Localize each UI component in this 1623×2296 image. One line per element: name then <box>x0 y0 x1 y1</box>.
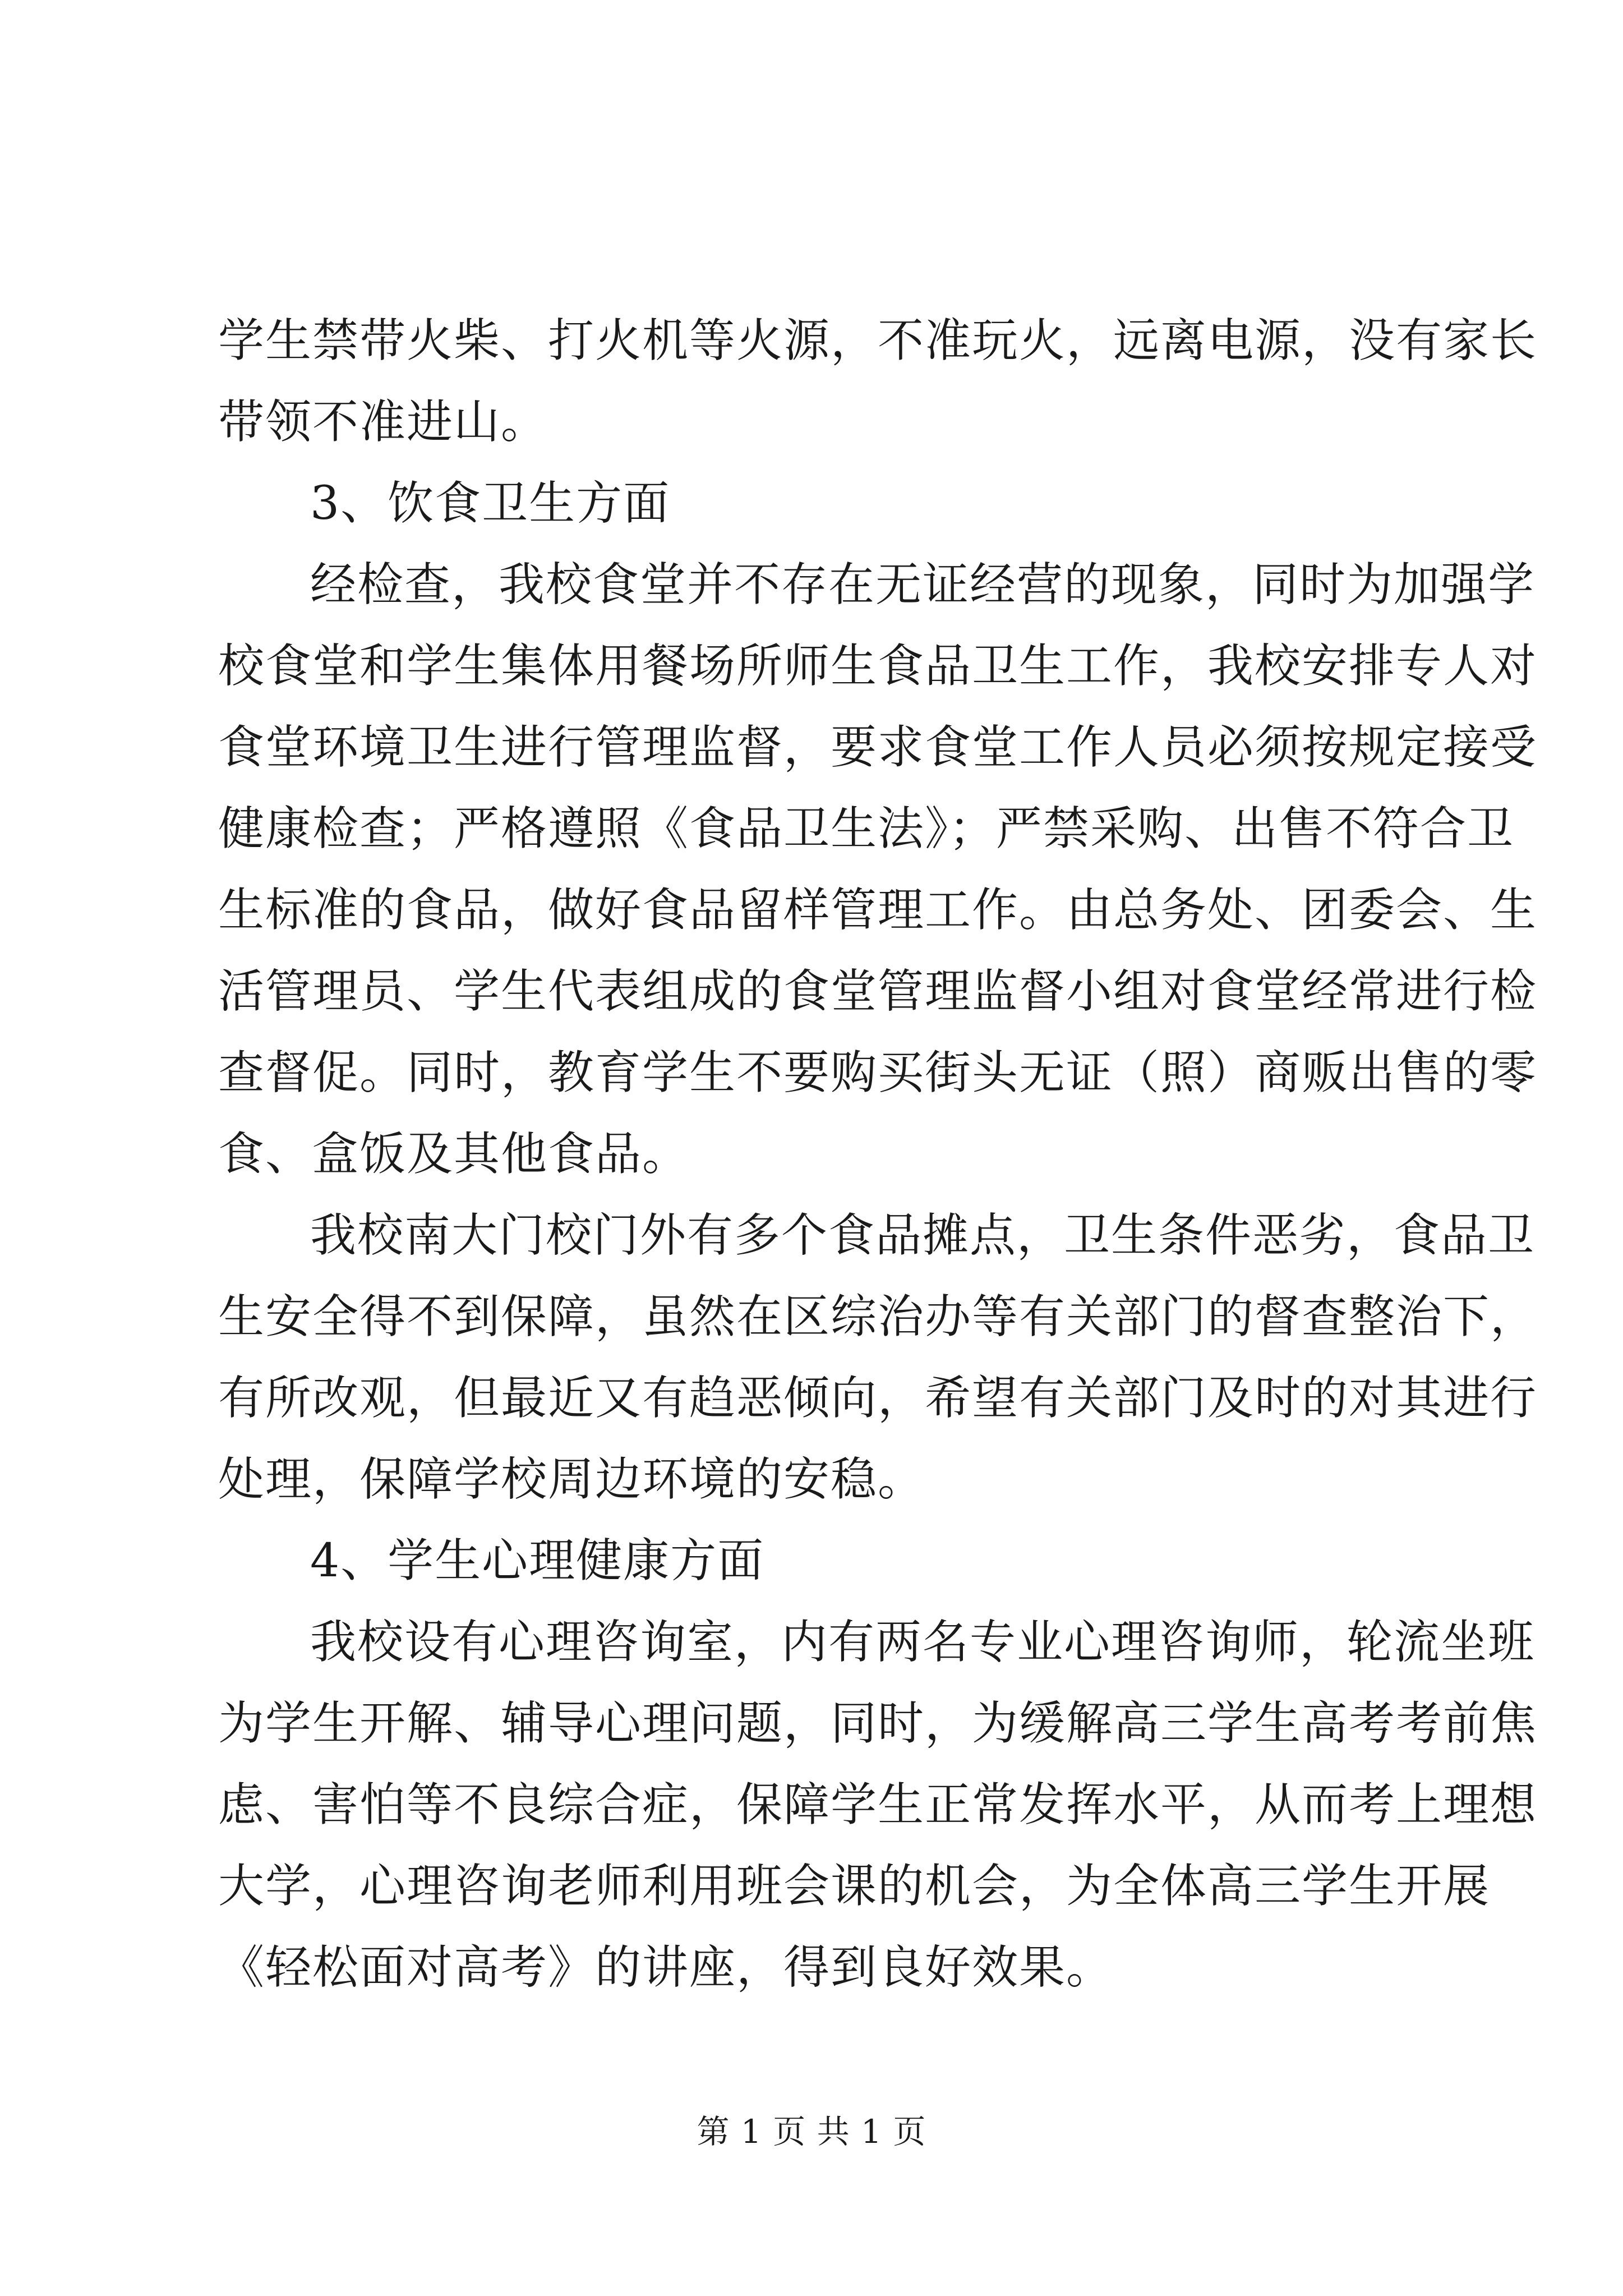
text-line: 生安全得不到保障，虽然在区综治办等有关部门的督查整治下， <box>218 1290 1538 1343</box>
text-line: 处理，保障学校周边环境的安稳。 <box>218 1453 925 1506</box>
text-line: 查督促。同时，教育学生不要购买街头无证（照）商贩出售的零 <box>218 1046 1538 1099</box>
text-line: 大学，心理咨询老师利用班会课的机会，为全体高三学生开展 <box>218 1860 1491 1913</box>
section-heading: 3、饮食卫生方面 <box>310 477 671 530</box>
text-line: 虑、害怕等不良综合症，保障学生正常发挥水平，从而考上理想 <box>218 1778 1538 1832</box>
section-heading: 4、学生心理健康方面 <box>310 1534 765 1588</box>
text-line: 食、盒饭及其他食品。 <box>218 1128 690 1181</box>
text-line: 《轻松面对高考》的讲座，得到良好效果。 <box>218 1941 1114 1994</box>
text-line: 有所改观，但最近又有趋恶倾向，希望有关部门及时的对其进行 <box>218 1372 1538 1425</box>
text-line: 我校南大门校门外有多个食品摊点，卫生条件恶劣，食品卫 <box>310 1209 1536 1262</box>
text-line: 我校设有心理咨询室，内有两名专业心理咨询师，轮流坐班 <box>310 1616 1536 1669</box>
page-number-footer: 第 1 页 共 1 页 <box>697 2113 926 2151</box>
text-line: 活管理员、学生代表组成的食堂管理监督小组对食堂经常进行检 <box>218 965 1538 1018</box>
text-line: 经检查，我校食堂并不存在无证经营的现象，同时为加强学 <box>310 558 1536 611</box>
text-line: 健康检查；严格遵照《食品卫生法》；严禁采购、出售不符合卫 <box>218 802 1515 855</box>
text-line: 食堂环境卫生进行管理监督，要求食堂工作人员必须按规定接受 <box>218 721 1538 774</box>
text-line: 生标准的食品，做好食品留样管理工作。由总务处、团委会、生 <box>218 884 1538 937</box>
document-body <box>218 300 1538 2008</box>
text-line: 学生禁带火柴、打火机等火源，不准玩火，远离电源，没有家长 <box>218 314 1538 367</box>
text-line: 带领不准进山。 <box>218 395 548 449</box>
text-line: 校食堂和学生集体用餐场所师生食品卫生工作，我校安排专人对 <box>218 639 1538 693</box>
text-line: 为学生开解、辅导心理问题，同时，为缓解高三学生高考考前焦 <box>218 1697 1538 1750</box>
